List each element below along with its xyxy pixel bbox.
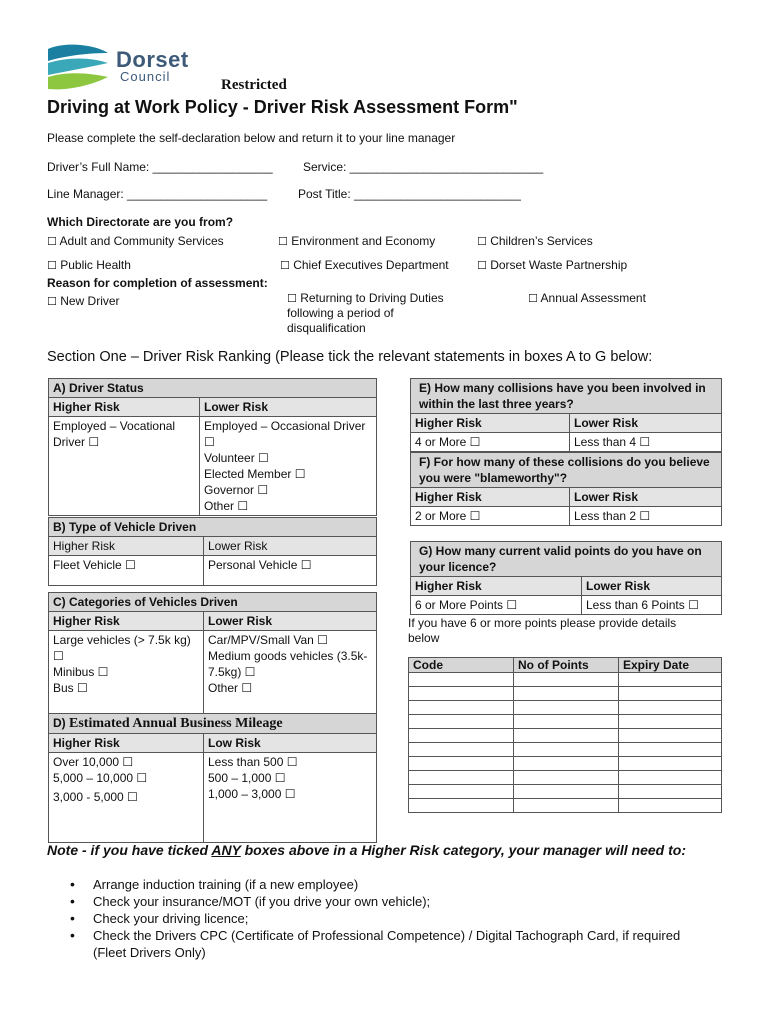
box-f-lower-item[interactable]: Less than 2 ☐ — [570, 507, 722, 526]
directorate-option-public-health[interactable]: ☐ Public Health — [47, 258, 131, 272]
box-d-higher-item[interactable]: 5,000 – 10,000 ☐ — [53, 771, 148, 785]
points-cell[interactable] — [514, 785, 619, 799]
directorate-option-environment[interactable]: ☐ Environment and Economy — [278, 234, 436, 248]
code-cell[interactable] — [409, 799, 514, 813]
box-a-lower-item[interactable]: Employed – Occasional Driver ☐ — [204, 419, 366, 449]
expiry-cell[interactable] — [619, 785, 722, 799]
box-d-mileage — [48, 713, 377, 843]
box-e-collisions — [410, 378, 722, 452]
table-row — [409, 743, 722, 757]
checkbox-icon[interactable]: ☐ — [47, 259, 57, 272]
code-cell[interactable] — [409, 715, 514, 729]
expiry-cell[interactable] — [619, 701, 722, 715]
logo-text-dorset: Dorset — [116, 47, 189, 72]
table-row — [409, 785, 722, 799]
points-cell[interactable] — [514, 743, 619, 757]
form-title: Driving at Work Policy - Driver Risk Assessment Form" — [47, 97, 518, 117]
box-d-lower-cell — [204, 753, 377, 843]
box-c-higher-item[interactable]: Large vehicles (> 7.5k kg) ☐ — [53, 633, 191, 663]
reason-question: Reason for completion of assessment: — [47, 276, 268, 290]
points-cell[interactable] — [514, 771, 619, 785]
box-a-higher-header: Higher Risk — [49, 398, 200, 417]
box-c-lower-item[interactable]: Car/MPV/Small Van ☐ — [208, 633, 328, 647]
points-cell[interactable] — [514, 673, 619, 687]
expiry-cell[interactable] — [619, 729, 722, 743]
expiry-cell[interactable] — [619, 715, 722, 729]
code-cell[interactable] — [409, 771, 514, 785]
code-cell[interactable] — [409, 701, 514, 715]
points-header-code: Code — [409, 658, 514, 673]
section-one-heading: Section One – Driver Risk Ranking (Please tick the relevant statements in boxes A to G below: — [47, 349, 653, 365]
box-d-lower-item[interactable]: Less than 500 ☐ — [208, 755, 298, 769]
checkbox-icon[interactable]: ☐ — [477, 259, 487, 272]
directorate-option-children[interactable]: ☐ Children’s Services — [477, 234, 593, 248]
box-g-lower-header: Lower Risk — [582, 577, 722, 596]
points-cell[interactable] — [514, 715, 619, 729]
box-d-higher-item[interactable]: 3,000 - 5,000 ☐ — [53, 790, 138, 804]
code-cell[interactable] — [409, 785, 514, 799]
box-a-higher-item[interactable]: Employed – Vocational Driver ☐ — [53, 419, 176, 449]
list-item: • Check the Drivers CPC (Certificate of Professional Competence) / Digital Tachograph Card, if required (Fleet Drivers Only) — [70, 927, 710, 961]
box-a-lower-item[interactable]: Other ☐ — [204, 499, 249, 513]
points-cell[interactable] — [514, 799, 619, 813]
expiry-cell[interactable] — [619, 799, 722, 813]
box-d-higher-cell — [49, 753, 204, 843]
checkbox-icon[interactable]: ☐ — [47, 235, 57, 248]
box-g-lower-item[interactable]: Less than 6 Points ☐ — [582, 596, 722, 615]
box-d-higher-item[interactable]: Over 10,000 ☐ — [53, 755, 134, 769]
list-item: • Arrange induction training (if a new employee) — [70, 876, 710, 893]
checkbox-icon[interactable]: ☐ — [280, 259, 290, 272]
box-b-higher-item[interactable]: Fleet Vehicle ☐ — [49, 556, 204, 586]
table-row — [409, 757, 722, 771]
box-a-driver-status — [48, 378, 377, 516]
post-title-field[interactable]: Post Title: _________________________ — [298, 187, 521, 201]
expiry-cell[interactable] — [619, 673, 722, 687]
box-c-higher-item[interactable]: Bus ☐ — [53, 681, 88, 695]
points-note: If you have 6 or more points please provide details below — [408, 616, 677, 645]
box-c-lower-item[interactable]: Medium goods vehicles (3.5k-7.5kg) ☐ — [208, 649, 368, 679]
reason-option-annual[interactable]: ☐ Annual Assessment — [528, 291, 646, 305]
expiry-cell[interactable] — [619, 771, 722, 785]
box-f-higher-header: Higher Risk — [411, 488, 570, 507]
box-f-blameworthy — [410, 452, 722, 526]
points-header-points: No of Points — [514, 658, 619, 673]
line-manager-field[interactable]: Line Manager: _____________________ — [47, 187, 268, 201]
box-d-lower-item[interactable]: 500 – 1,000 ☐ — [208, 771, 286, 785]
box-d-lower-item[interactable]: 1,000 – 3,000 ☐ — [208, 787, 296, 801]
table-row — [409, 673, 722, 687]
points-details-table — [408, 657, 722, 813]
points-header-expiry: Expiry Date — [619, 658, 722, 673]
box-a-higher-cell — [49, 417, 200, 516]
intro-text: Please complete the self-declaration below and return it to your line manager — [47, 131, 456, 145]
code-cell[interactable] — [409, 743, 514, 757]
table-row — [409, 701, 722, 715]
box-a-lower-cell — [200, 417, 377, 516]
table-row — [409, 729, 722, 743]
box-e-lower-header: Lower Risk — [570, 414, 722, 433]
box-d-title: D) Estimated Annual Business Mileage — [49, 714, 377, 734]
box-f-higher-item[interactable]: 2 or More ☐ — [411, 507, 570, 526]
box-c-lower-cell — [204, 631, 377, 715]
box-d-higher-header: Higher Risk — [49, 734, 204, 753]
box-g-title: G) How many current valid points do you have on your licence? — [411, 542, 722, 577]
points-cell[interactable] — [514, 757, 619, 771]
box-e-higher-header: Higher Risk — [411, 414, 570, 433]
restricted-label: Restricted — [221, 77, 287, 93]
expiry-cell[interactable] — [619, 687, 722, 701]
box-a-lower-item[interactable]: Elected Member ☐ — [204, 467, 306, 481]
box-g-higher-header: Higher Risk — [411, 577, 582, 596]
box-b-vehicle-type — [48, 517, 377, 586]
box-b-higher-header: Higher Risk — [49, 537, 204, 556]
checkbox-icon[interactable]: ☐ — [47, 295, 57, 308]
box-e-lower-item[interactable]: Less than 4 ☐ — [570, 433, 722, 452]
directorate-option-chief-exec[interactable]: ☐ Chief Executives Department — [280, 258, 449, 272]
box-a-lower-header: Lower Risk — [200, 398, 377, 417]
points-cell[interactable] — [514, 701, 619, 715]
box-g-higher-item[interactable]: 6 or More Points ☐ — [411, 596, 582, 615]
checkbox-icon[interactable]: ☐ — [278, 235, 288, 248]
box-c-vehicle-categories — [48, 592, 377, 715]
box-c-higher-header: Higher Risk — [49, 612, 204, 631]
box-e-higher-item[interactable]: 4 or More ☐ — [411, 433, 570, 452]
manager-actions-list — [70, 876, 710, 961]
higher-risk-note: Note - if you have ticked ANY boxes above in a Higher Risk category, your manager will need to: — [47, 842, 686, 858]
box-a-lower-item[interactable]: Volunteer ☐ — [204, 451, 269, 465]
box-c-higher-item[interactable]: Minibus ☐ — [53, 665, 109, 679]
box-a-lower-item[interactable]: Governor ☐ — [204, 483, 269, 497]
checkbox-icon[interactable]: ☐ — [287, 292, 297, 305]
box-c-higher-cell — [49, 631, 204, 715]
expiry-cell[interactable] — [619, 757, 722, 771]
box-g-points — [410, 541, 722, 615]
reason-option-new-driver[interactable]: ☐ New Driver — [47, 294, 120, 308]
box-c-lower-header: Lower Risk — [204, 612, 377, 631]
note-emphasis: ANY — [211, 842, 241, 858]
box-b-title: B) Type of Vehicle Driven — [49, 518, 377, 537]
dorset-logo-icon — [46, 43, 110, 91]
box-f-title: F) For how many of these collisions do you believe you were "blameworthy"? — [411, 453, 722, 488]
list-item: • Check your driving licence; — [70, 910, 710, 927]
service-field[interactable]: Service: _____________________________ — [303, 160, 544, 174]
checkbox-icon[interactable]: ☐ — [477, 235, 487, 248]
table-row — [409, 771, 722, 785]
council-logo — [46, 43, 226, 91]
box-e-title: E) How many collisions have you been involved in within the last three years? — [411, 379, 722, 414]
logo-text-council: Council — [120, 69, 171, 84]
table-row — [409, 715, 722, 729]
table-row — [409, 687, 722, 701]
directorate-option-adult[interactable]: ☐ Adult and Community Services — [47, 234, 224, 248]
box-d-lower-header: Low Risk — [204, 734, 377, 753]
code-cell[interactable] — [409, 673, 514, 687]
box-b-lower-item[interactable]: Personal Vehicle ☐ — [204, 556, 377, 586]
box-f-lower-header: Lower Risk — [570, 488, 722, 507]
driver-name-field[interactable]: Driver’s Full Name: __________________ — [47, 160, 273, 174]
directorate-question: Which Directorate are you from? — [47, 215, 234, 229]
code-cell[interactable] — [409, 687, 514, 701]
directorate-option-waste[interactable]: ☐ Dorset Waste Partnership — [477, 258, 628, 272]
points-cell[interactable] — [514, 729, 619, 743]
box-c-title: C) Categories of Vehicles Driven — [49, 593, 377, 612]
expiry-cell[interactable] — [619, 743, 722, 757]
code-cell[interactable] — [409, 757, 514, 771]
box-c-lower-item[interactable]: Other ☐ — [208, 681, 253, 695]
checkbox-icon[interactable]: ☐ — [528, 292, 538, 305]
box-a-title: A) Driver Status — [49, 379, 377, 398]
points-cell[interactable] — [514, 687, 619, 701]
code-cell[interactable] — [409, 729, 514, 743]
table-row — [409, 799, 722, 813]
list-item: • Check your insurance/MOT (if you drive your own vehicle); — [70, 893, 710, 910]
box-b-lower-header: Lower Risk — [204, 537, 377, 556]
reason-option-returning[interactable]: ☐ Returning to Driving Duties following a period of disqualification — [287, 291, 444, 335]
